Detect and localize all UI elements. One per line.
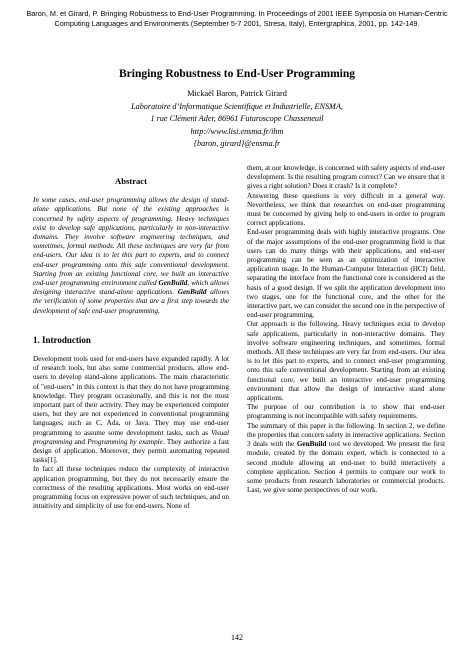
abstract-part-3: allows the verification of some properties that are a first step towards the development of safe end-user programming. xyxy=(33,288,229,315)
intro-p1-part-a: Development tools used for end-users have expanded rapidly. A lot of research tools, but also some commercial products, allow end-users to develop stand-alone applications. The main characteristic of "end-users" in this context is that they do not have programming knowledge. They program occasionally, and this is not the most important part of their activity. They may be experienced computer users, but they are not experienced in conventional programming languages, such as C, Ada, or Java. They may use end-user programming to assume some development tasks, such as xyxy=(33,355,229,437)
abstract-part-2: , which allows designing interactive stand-alone applications. xyxy=(33,279,229,297)
right-p6-part-b: tool we developed. We present the first module, created by the domain expert, which is connected to a second module allowing an end-user to build interactively a complete application. Section 4 permits to compare our work to some products from research laboratories or commercial products. Last, we give some perspectives of our work. xyxy=(247,440,445,495)
paper-title: Bringing Robustness to End-User Programming xyxy=(119,68,355,80)
term-programming-by-example: Programming by example xyxy=(87,437,163,446)
abstract-part-1: In some cases, end-user programming allows the design of stand-alone applications. But none of the existing approaches is concerned by safety aspects of programming. Heavy techniques exist to develop safe applications, particularly in non-interactive domains. They involve software engineering techniques, and sometimes, formal methods. All these techniques are very far from end-users. Our idea is to let this part to experts, and to connect end-user programming onto this safe conventional development. Starting from an existing functional core, we built an interactive end-user programming environment called xyxy=(33,196,229,288)
intro-paragraph-2: In fact all these techniques reduce the complexity of interactive application programming, but they do not necessarily ensure the correctness of the resulting applications. Most works on end-user programming focus on expressive power of such techniques, and on intuitivity and simplicity of use for end-users. None of xyxy=(33,465,229,511)
abstract-text xyxy=(33,196,229,316)
abstract-heading: Abstract xyxy=(115,176,147,186)
citation-header: Baron, M. et Girard, P. Bringing Robustness to End-User Programming. In Proceedings of 2001 IEEE Symposia on Human-Centric Computing Languages and Environments (September 5-7 2001, Stresa, Italy), Entergraphica, 2001, pp. 142-149. xyxy=(26,9,448,28)
author-url[interactable]: http://www.lisi.ensma.fr/ihm xyxy=(190,126,284,136)
term-visual-programming: Visual programming xyxy=(33,428,229,446)
author-address: 1 rue Clément Ader, 86961 Futuroscope Chasseneuil xyxy=(150,114,324,123)
intro-p1-and: and xyxy=(72,437,88,446)
right-paragraph-3: End-user programming deals with highly interactive programs. One of the major assumptions of the end-user programming field is that users can do many things with their applications, and end-user programming can be seen as an optimization of interactive application usage. In the Human-Computer Interaction (HCI) field, separating the interface from the functional core is considered as the basis of a good design. If we split the application development into two stages, one for the functional core, and the other for the interactive part, we can consider the second one in the perspective of end-user programming. xyxy=(247,228,445,320)
intro-p1-part-b: . They authorize a fast design of application. Moreover, they permit automating repeated tasks[1]. xyxy=(33,437,229,465)
left-column xyxy=(33,165,229,512)
right-paragraph-4: Our approach is the following. Heavy techniques exist to develop safe applications, particularly in non-interactive domains. They involve software engineering techniques, and sometimes, formal methods. All these techniques are very far from end-users. Our idea is to let this part to experts, and to connect end-user programming onto this safe conventional development. Starting from an existing functional core, we built an interactive end-user programming environment that allow the design of interactive stand alone applications. xyxy=(247,320,445,403)
author-block xyxy=(0,88,474,151)
author-email[interactable]: {baron, girard}@ensma.fr xyxy=(193,139,281,148)
right-paragraph-2: Answering these questions is very difficult in a general way. Nevertheless, we think that researches on end-user programming must be concerned by giving help to end-users in order to program correct applications. xyxy=(247,191,445,228)
page-number: 142 xyxy=(231,633,243,642)
genbuild-term: GenBuild xyxy=(296,440,327,449)
introduction-heading: 1. Introduction xyxy=(33,334,91,345)
genbuild-term: GenBuild xyxy=(177,288,207,297)
right-paragraph-6 xyxy=(247,422,445,496)
right-p6-part-a: The summary of this paper is the following. In section 2, we define the properties that concern safety in interactive applications. Section 3 deals with the xyxy=(247,421,445,449)
author-lab: Laboratoire d’Informatique Scientifique et Industrielle, ENSMA, xyxy=(131,101,343,111)
author-names: Mickaël Baron, Patrick Girard xyxy=(187,89,287,98)
genbuild-term: GenBuild xyxy=(158,279,188,288)
right-paragraph-5: The purpose of our contribution is to show that end-user programming is not incompatible with safety requirements. xyxy=(247,403,445,421)
right-column xyxy=(247,164,445,495)
intro-paragraph-1 xyxy=(33,355,229,465)
right-paragraph-1: them, at our knowledge, is concerned with safety aspects of end-user development. Is the resulting program correct? Can we ensure that it gives a right solution? Does it crash? Is it complete? xyxy=(247,164,445,191)
